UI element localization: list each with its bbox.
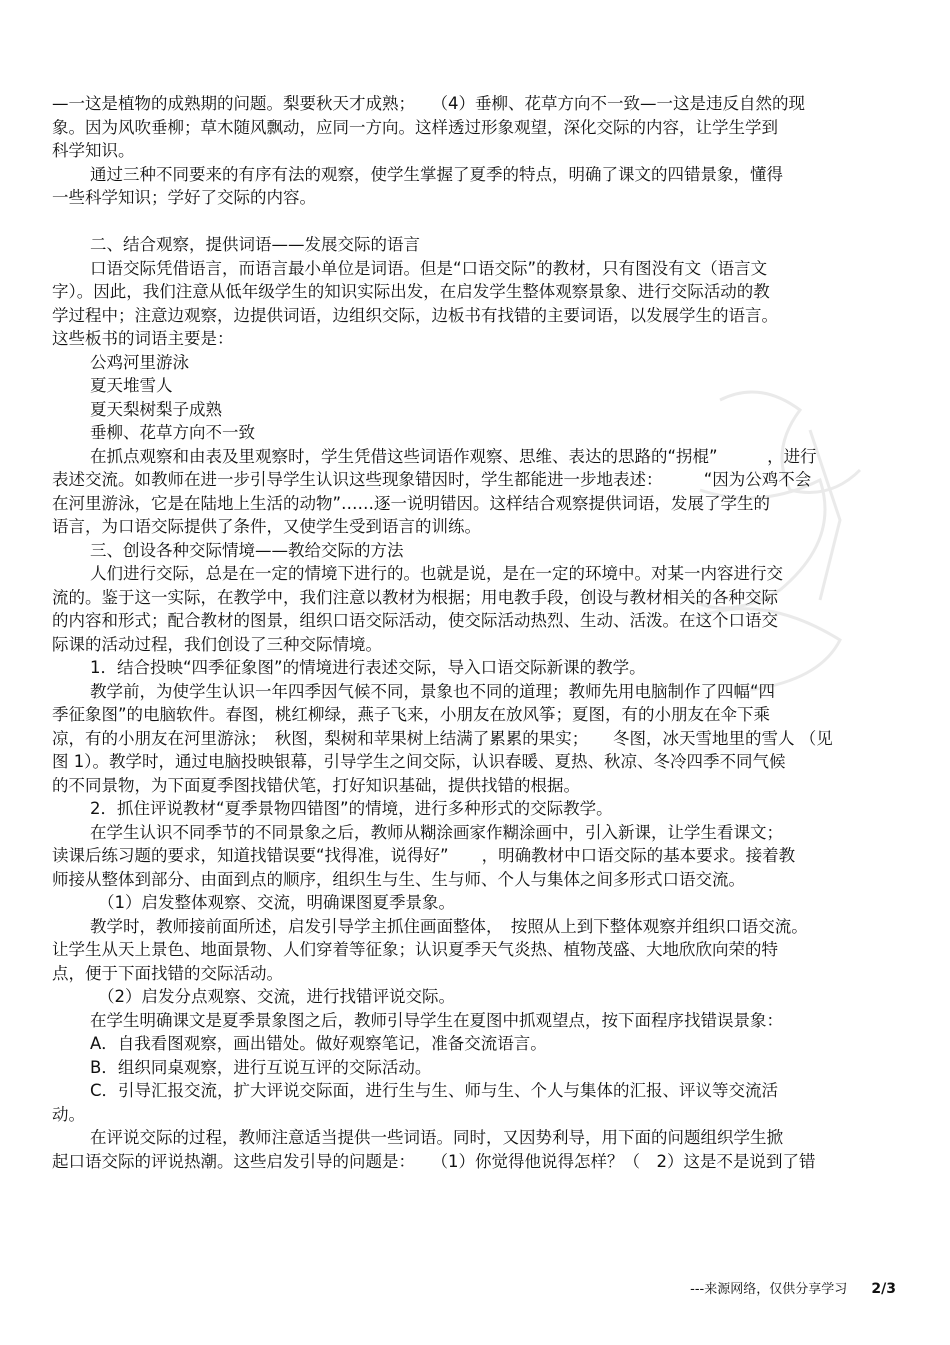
text-line: 的内容和形式；配合教材的图景，组织口语交际活动，使交际活动热烈、生动、活泼。在这个口语交 [52,611,778,630]
text-line: 1．结合投映“四季征象图”的情境进行表述交际，导入口语交际新课的教学。 [90,658,646,677]
text-line: 在河里游泳，它是在陆地上生活的动物”……逐一说明错因。这样结合观察提供词语，发展了学生的 [52,493,771,513]
text-line: 二、结合观察，提供词语——发展交际的语言 [90,235,420,254]
text-line: 图 1）。教学时，通过电脑投映银幕，引导学生之间交际，认识春暖、夏热、秋凉、冬冷四季不同气候 [52,752,786,771]
footer-source-note: ---来源网络，仅供分享学习 [690,1282,848,1297]
text-line: 夏天梨树梨子成熟 [90,399,222,419]
text-line: 在评说交际的过程，教师注意适当提供一些词语。同时，又因势利导，用下面的问题组织学生掀 [90,1128,783,1147]
text-line: 让学生从天上景色、地面景物、人们穿着等征象；认识夏季天气炎热、植物茂盛、大地欣欣向荣的特 [52,940,778,959]
text-line: 凉，有的小朋友在河里游泳； 秋图，梨树和苹果树上结满了累累的果实； 冬图，冰天雪地里的雪人 （见 [52,728,833,748]
text-line: 表述交流。如教师在进一步引导学生认识这些现象错因时，学生都能进一步地表述： “因为公鸡不会 [52,470,812,489]
page-number: 2/3 [871,1281,896,1297]
text-line: 点，便于下面找错的交际活动。 [52,963,283,983]
text-line: 这些板书的词语主要是： [52,329,234,348]
text-line: 教学时，教师接前面所述，启发引导学主抓住画面整体， 按照从上到下整体观察并组织口语交流。 [90,916,808,936]
text-line: 夏天堆雪人 [90,376,173,395]
text-line: C．引导汇报交流，扩大评说交际面，进行生与生、师与生、个人与集体的汇报、评议等交流活 [90,1081,779,1100]
text-line: 在学生认识不同季节的不同景象之后，教师从糊涂画家作糊涂画中，引入新课，让学生看课文； [90,822,783,842]
text-line: 口语交际凭借语言，而语言最小单位是词语。但是“口语交际”的教材，只有图没有文（语言文 [90,258,768,278]
text-line: 在抓点观察和由表及里观察时，学生凭借这些词语作观察、思维、表达的思路的“拐棍” ，进行 [90,446,817,466]
text-line: A．自我看图观察，画出错处。做好观察笔记，准备交流语言。 [90,1034,547,1053]
text-line: 三、创设各种交际情境——教给交际的方法 [90,540,404,560]
text-line: 象。因为风吹垂柳；草木随风飘动，应同一方向。这样透过形象观望，深化交际的内容，让学生学到 [52,117,778,137]
text-line: 垂柳、花草方向不一致 [90,423,255,442]
text-line: （2）启发分点观察、交流，进行找错评说交际。 [98,987,455,1006]
text-line: 公鸡河里游泳 [90,352,189,372]
text-line: 动。 [52,1104,85,1124]
body-text [52,92,897,1173]
text-line: （1）启发整体观察、交流，明确课图夏季景象。 [98,893,455,912]
text-line: B．组织同桌观察，进行互说互评的交际活动。 [90,1057,432,1077]
text-line: 学过程中；注意边观察，边提供词语，边组织交际，边板书有找错的主要词语，以发展学生的语言。 [52,305,778,325]
text-line: —一这是植物的成熟期的问题。梨要秋天才成熟； （4）垂柳、花草方向不一致—一这是违反自然的现 [52,94,805,113]
text-line: 流的。鉴于这一实际，在教学中，我们注意以教材为根据；用电教手段，创设与教材相关的各种交际 [52,587,778,607]
text-line: 起口语交际的评说热潮。这些启发引导的问题是： （1）你觉得他说得怎样？（ 2）这是不是说到了错 [52,1151,816,1171]
text-line: 人们进行交际，总是在一定的情境下进行的。也就是说，是在一定的环境中。对某一内容进行交 [90,564,783,583]
text-line: 师接从整体到部分、由面到点的顺序，组织生与生、生与师、个人与集体之间多形式口语交流。 [52,869,745,889]
text-line: 的不同景物，为下面夏季图找错伏笔，打好知识基础，提供找错的根据。 [52,775,580,795]
text-line: 教学前，为使学生认识一年四季因气候不同，景象也不同的道理；教师先用电脑制作了四幅“四 [90,681,776,701]
text-line: 语言，为口语交际提供了条件，又使学生受到语言的训练。 [52,517,481,536]
text-line: 季征象图”的电脑软件。春图，桃红柳绿，燕子飞来，小朋友在放风筝；夏图，有的小朋友在伞下乘 [52,705,771,724]
text-line: 在学生明确课文是夏季景象图之后，教师引导学生在夏图中抓观望点，按下面程序找错误景象： [90,1010,783,1030]
text-line: 科学知识。 [52,141,135,160]
text-line: 读课后练习题的要求，知道找错误要“找得准，说得好” ，明确教材中口语交际的基本要求。接着教 [52,846,796,865]
text-line: 一些科学知识；学好了交际的内容。 [52,188,316,207]
text-line: 2．抓住评说教材“夏季景物四错图”的情境，进行多种形式的交际教学。 [90,799,613,818]
text-line [52,210,897,234]
text-line: 通过三种不同要来的有序有法的观察，使学生掌握了夏季的特点，明确了课文的四错景象，懂得 [90,164,783,184]
text-line: 字）。因此，我们注意从低年级学生的知识实际出发，在启发学生整体观察景象、进行交际活动的教 [52,282,770,301]
text-line: 际课的活动过程，我们创设了三种交际情境。 [52,634,382,654]
page-footer [690,1280,896,1299]
